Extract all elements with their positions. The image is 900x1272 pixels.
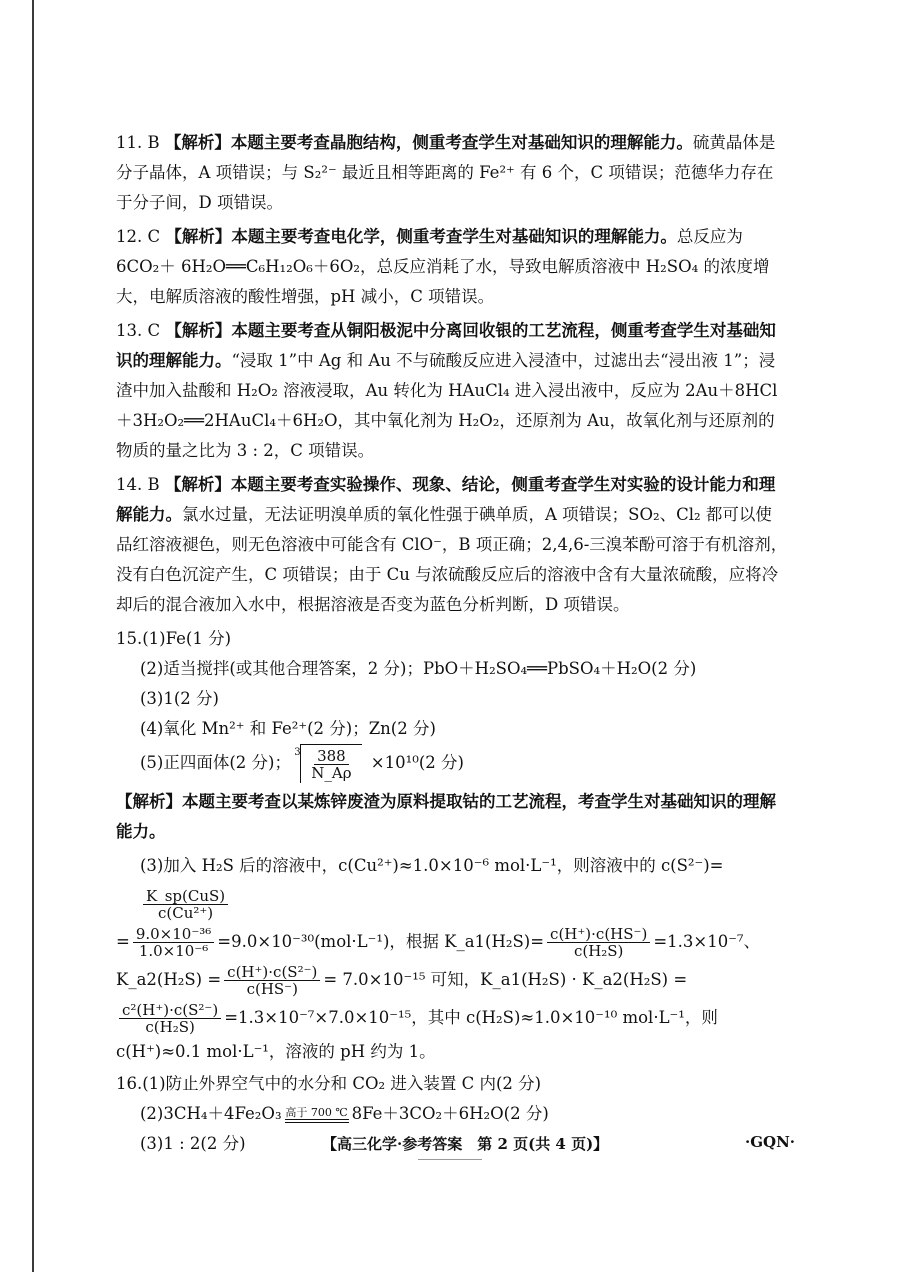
answer-13-text: “浸取 1”中 Ag 和 Au 不与硫酸反应进入浸渣中，过滤出去“浸出液 1”；浸渣中加入盐酸和 H₂O₂ 溶液浸取，Au 转化为 HAuCl₄ 进入浸出液中，反应为 2Au＋8HCl＋3H₂O₂══2HAuCl₄＋6H₂O，其中氧化剂为 H₂O₂，还原剂为 Au，故氧化剂与还原剂的物质的量之比为 3 : 2，C 项错误。 [116, 351, 778, 460]
answer-12-text-2: 6H₂O══C₆H₁₂O₆＋6O₂，总反应消耗了水，导致电解质溶液中 H₂SO₄ 的浓度增大，电解质溶液的酸性增强，pH 减小，C 项错误。 [116, 257, 770, 306]
footer-code: ·GQN· [745, 1133, 796, 1151]
equation-products: 8Fe＋3CO₂＋6H₂O(2 分) [351, 1104, 549, 1123]
cube-root-expression [294, 744, 361, 783]
answer-11-tag: 【解析】本题主要考查晶胞结构，侧重考查学生对基础知识的理解能力。 [164, 133, 693, 152]
explanation-line-4 [116, 999, 788, 1037]
explanation-line-1 [116, 847, 788, 923]
explanation-2-equals: = [116, 932, 130, 951]
fraction-values-top: 9.0×10⁻³⁶ [133, 926, 214, 944]
fraction-ksp-top: K_sp(CuS) [143, 888, 228, 906]
page-edge-line [32, 0, 34, 1272]
answer-16-part-1: (1)防止外界空气中的水分和 CO₂ 进入装置 C 内(2 分) [142, 1074, 542, 1093]
fraction-ksp [143, 888, 228, 922]
answer-14 [116, 470, 788, 620]
explanation-line-3 [116, 961, 788, 999]
footer-page-info: 【高三化学·参考答案 第 2 页(共 4 页)】 [322, 1135, 609, 1153]
answer-14-tag: 【解析】本题主要考查实验操作、现象、结论，侧重考查学生对实验的设计能力和理解能力。 [116, 475, 776, 524]
fraction-product-bottom: c(H₂S) [145, 1018, 195, 1036]
answer-15-part-3: (3)1(2 分) [140, 689, 219, 708]
answer-16-number: 16. [116, 1074, 143, 1093]
answer-11-number: 11. B [116, 133, 160, 152]
explanation-1-text: (3)加入 H₂S 后的溶液中，c(Cu²⁺)≈1.0×10⁻⁶ mol·L⁻¹，则溶液中的 c(S²⁻)= [140, 856, 724, 875]
answer-13-tag: 【解析】本题主要考查从铜阳极泥中分离回收银的工艺流程，侧重考查学生对基础知识的理解能力。 [116, 321, 776, 370]
answer-15-part-5-label: (5)正四面体(2 分)； [140, 753, 291, 772]
answer-15-tag: 【解析】本题主要考查以某炼锌废渣为原料提取钴的工艺流程，考查学生对基础知识的理解能力。 [116, 792, 776, 841]
answer-page [116, 128, 788, 1159]
fraction-ka2 [224, 964, 320, 998]
explanation-2-middle: =9.0×10⁻³⁰(mol·L⁻¹)，根据 K_a1(H₂S)= [217, 932, 545, 951]
answer-15-part-1: (1)Fe(1 分) [142, 629, 232, 648]
answer-13 [116, 316, 788, 466]
answer-15 [116, 624, 788, 1067]
root-index: 3 [294, 747, 301, 758]
fraction-product-top: c²(H⁺)·c(S²⁻) [119, 1002, 221, 1020]
answer-12 [116, 222, 788, 312]
fraction-ka1-top: c(H⁺)·c(HS⁻) [547, 926, 650, 944]
answer-14-text: 氯水过量，无法证明溴单质的氧化性强于碘单质，A 项错误；SO₂、Cl₂ 都可以使品红溶液褪色，则无色溶液中可能含有 ClO⁻，B 项正确；2,4,6-三溴苯酚可溶于有机溶剂，没有白色沉淀产生，C 项错误；由于 Cu 与浓硫酸反应后的溶液中含有大量浓硫酸，应将冷却后的混合液加入水中，根据溶液是否变为蓝色分析判断，D 项错误。 [116, 505, 788, 614]
answer-11-text: 硫黄晶体是分子晶体，A 项错误；与 S₂²⁻ 最近且相等距离的 Fe²⁺ 有 6 个，C 项错误；范德华力存在于分子间，D 项错误。 [116, 133, 776, 212]
answer-11 [116, 128, 788, 218]
explanation-3-head: K_a2(H₂S) = [116, 970, 222, 989]
answer-15-number: 15. [116, 629, 143, 648]
answer-15-part-4: (4)氧化 Mn²⁺ 和 Fe²⁺(2 分)；Zn(2 分) [140, 719, 436, 738]
root-numerator: 388 [314, 748, 349, 766]
answer-12-tag: 【解析】本题主要考查电化学，侧重考查学生对基础知识的理解能力。 [165, 227, 677, 246]
equation-reactants: (2)3CH₄＋4Fe₂O₃ [140, 1104, 282, 1123]
answer-12-text-1: 总反应为 6CO₂＋ [116, 227, 743, 276]
fraction-ka2-top: c(H⁺)·c(S²⁻) [224, 964, 320, 982]
fraction-ka1-bottom: c(H₂S) [573, 942, 624, 960]
explanation-4-tail: =1.3×10⁻⁷×7.0×10⁻¹⁵，其中 c(H₂S)≈1.0×10⁻¹⁰ mol·L⁻¹，则 [224, 1008, 718, 1027]
answer-13-number: 13. C [116, 321, 161, 340]
answer-15-part-5 [116, 744, 788, 783]
answer-15-part-2: (2)适当搅拌(或其他合理答案，2 分)；PbO＋H₂SO₄══PbSO₄＋H₂O(2 分) [140, 659, 697, 678]
explanation-3-tail: = 7.0×10⁻¹⁵ 可知，K_a1(H₂S) · K_a2(H₂S) = [323, 970, 688, 989]
fraction-values-bottom: 1.0×10⁻⁶ [138, 942, 209, 960]
footer-rule [418, 1159, 482, 1160]
answer-16-part-3: (3)1 : 2(2 分) [140, 1134, 246, 1153]
answer-16-part-2 [116, 1099, 788, 1129]
fraction-values [133, 926, 214, 960]
answer-12-number: 12. C [116, 227, 161, 246]
answer-15-part-5-tail: ×10¹⁰(2 分) [370, 753, 464, 772]
reaction-condition-label: 高于 700 ℃ [285, 1105, 348, 1119]
root-denominator: N_Aρ [311, 764, 352, 782]
fraction-ka1 [547, 926, 650, 960]
explanation-line-5: c(H⁺)≈0.1 mol·L⁻¹，溶液的 pH 约为 1。 [116, 1042, 436, 1061]
fraction-product [119, 1002, 221, 1036]
fraction-ka2-bottom: c(HS⁻) [246, 980, 298, 998]
fraction-ksp-bottom: c(Cu²⁺) [157, 904, 214, 922]
explanation-2-tail: =1.3×10⁻⁷、 [653, 932, 761, 951]
answer-14-number: 14. B [116, 475, 160, 494]
reaction-condition [285, 1106, 349, 1123]
explanation-line-2 [116, 923, 788, 961]
